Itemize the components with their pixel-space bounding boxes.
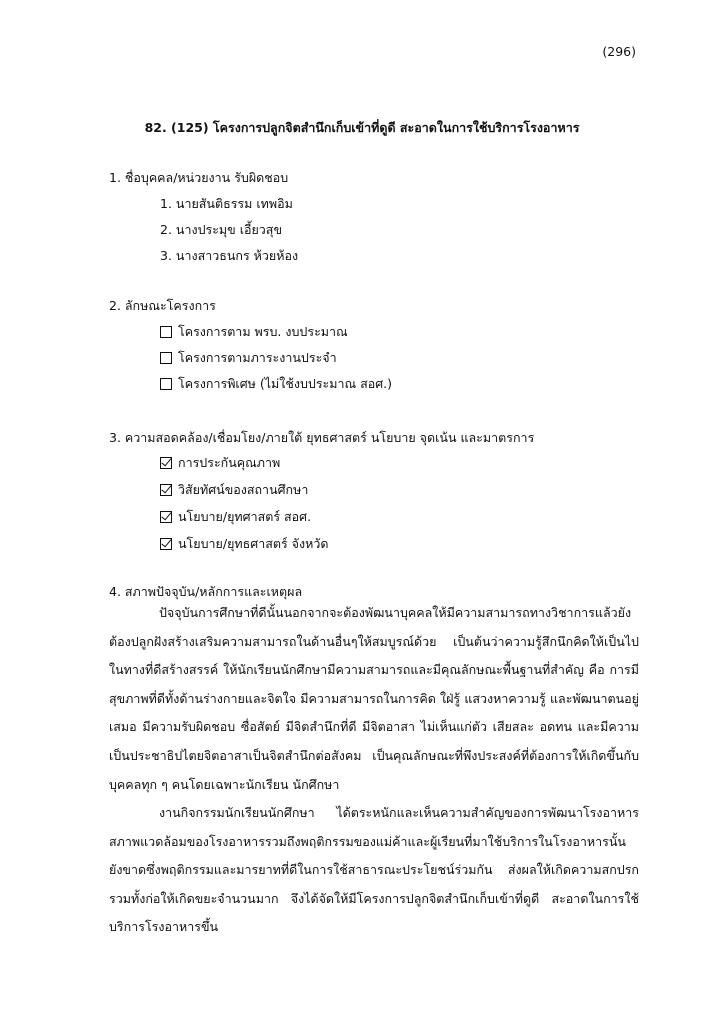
alignment-option-2: [160, 480, 308, 500]
option-label: โครงการตาม พรบ. งบประมาณ: [178, 324, 348, 339]
checkbox-empty-icon: [160, 326, 172, 338]
paragraph-text: งานกิจกรรมนักเรียนนักศึกษา ได้ตระหนักและเห็นความสำคัญของการพัฒนาโรงอาหารสภาพแวดล้อมของโรงอาหารรวมถึงพฤติกรรมของแม่ค้าและผู้เรียนที่มาใช้บริการในโรงอาหารนั้น ยังขาดซึ่งพฤติกรรมและมารยาทที่ดีในการใช้สาธารณะประโยชน์ร่วมกัน ส่งผลให้เกิดความสกปรก รวมทั้งก่อให้เกิดขยะจำนวนมาก จึงได้จัดให้มีโครงการปลูกจิตสำนึกเก็บเข้าที่ดูดี สะอาดในการใช้บริการโรงอาหารขึ้น: [109, 805, 639, 935]
checkbox-checked-icon: [160, 511, 172, 523]
alignment-option-4: [160, 534, 328, 554]
checkbox-empty-icon: [160, 378, 172, 390]
option-label: โครงการตามภาระงานประจำ: [178, 350, 337, 365]
option-label: วิสัยทัศน์ของสถานศึกษา: [178, 482, 309, 497]
alignment-option-3: [160, 507, 311, 527]
section-3-heading: 3. ความสอดคล้อง/เชื่อมโยง/ภายใต้ ยุทธศาสตร์ นโยบาย จุดเน้น และมาตรการ: [109, 430, 535, 445]
checkbox-checked-icon: [160, 484, 172, 496]
section-4-heading: 4. สภาพปัจจุบัน/หลักการและเหตุผล: [109, 584, 303, 599]
section-2-heading: 2. ลักษณะโครงการ: [109, 298, 216, 313]
paragraph-text: ปัจจุบันการศึกษาที่ดีนั้นนอกจากจะต้องพัฒนาบุคคลให้มีความสามารถทางวิชาการแล้วยังต้องปลูกฝังสร้างเสริมความสามารถในด้านอื่นๆให้สมบูรณ์ด้วย เป็นต้นว่าความรู้สึกนึกคิดให้เป็นไปในทางที่ดีสร้างสรรค์ ให้นักเรียนนักศึกษามีความสามารถและมีคุณลักษณะพื้นฐานที่สำคัญ คือ การมีสุขภาพที่ดีทั้งด้านร่างกายและจิตใจ มีความสามารถในการคิด ใฝ่รู้ แสวงหาความรู้ และพัฒนาตนอยู่เสมอ มีความรับผิดชอบ ซื่อสัตย์ มีจิตสำนึกที่ดี มีจิตอาสา ไม่เห็นแก่ตัว เสียสละ อดทน และมีความเป็นประชาธิปไตยจิตอาสาเป็นจิตสำนึกต่อสังคม เป็นคุณลักษณะที่พึงประสงค์ที่ต้องการให้เกิดขึ้นกับบุคคลทุก ๆ คนโดยเฉพาะนักเรียน นักศึกษา: [109, 605, 639, 792]
alignment-option-1: [160, 453, 280, 473]
project-type-option-2: [160, 348, 337, 368]
checkbox-checked-icon: [160, 538, 172, 550]
checkbox-checked-icon: [160, 457, 172, 469]
rationale-paragraph-2: [109, 799, 639, 942]
page-number: (296): [602, 44, 636, 59]
checkbox-empty-icon: [160, 352, 172, 364]
rationale-paragraph-1: [109, 599, 639, 799]
option-label: โครงการพิเศษ (ไม่ใช้งบประมาณ สอศ.): [178, 376, 392, 391]
option-label: นโยบาย/ยุทศาสตร์ สอศ.: [178, 509, 312, 524]
project-type-option-3: [160, 374, 392, 394]
project-title: 82. (125) โครงการปลูกจิตสำนึกเก็บเข้าที่ดูดี สะอาดในการใช้บริการโรงอาหาร: [144, 120, 580, 135]
responsible-person-1: 1. นายสันติธรรม เทพอิม: [160, 196, 293, 211]
project-type-option-1: [160, 322, 348, 342]
responsible-person-3: 3. นางสาวธนกร ห้วยห้อง: [160, 248, 299, 263]
section-1-heading: 1. ชื่อบุคคล/หน่วยงาน รับผิดชอบ: [109, 170, 289, 185]
responsible-person-2: 2. นางประมุข เอี้ยวสุข: [160, 222, 282, 237]
option-label: นโยบาย/ยุทธศาสตร์ จังหวัด: [178, 536, 329, 551]
option-label: การประกันคุณภาพ: [178, 455, 281, 470]
